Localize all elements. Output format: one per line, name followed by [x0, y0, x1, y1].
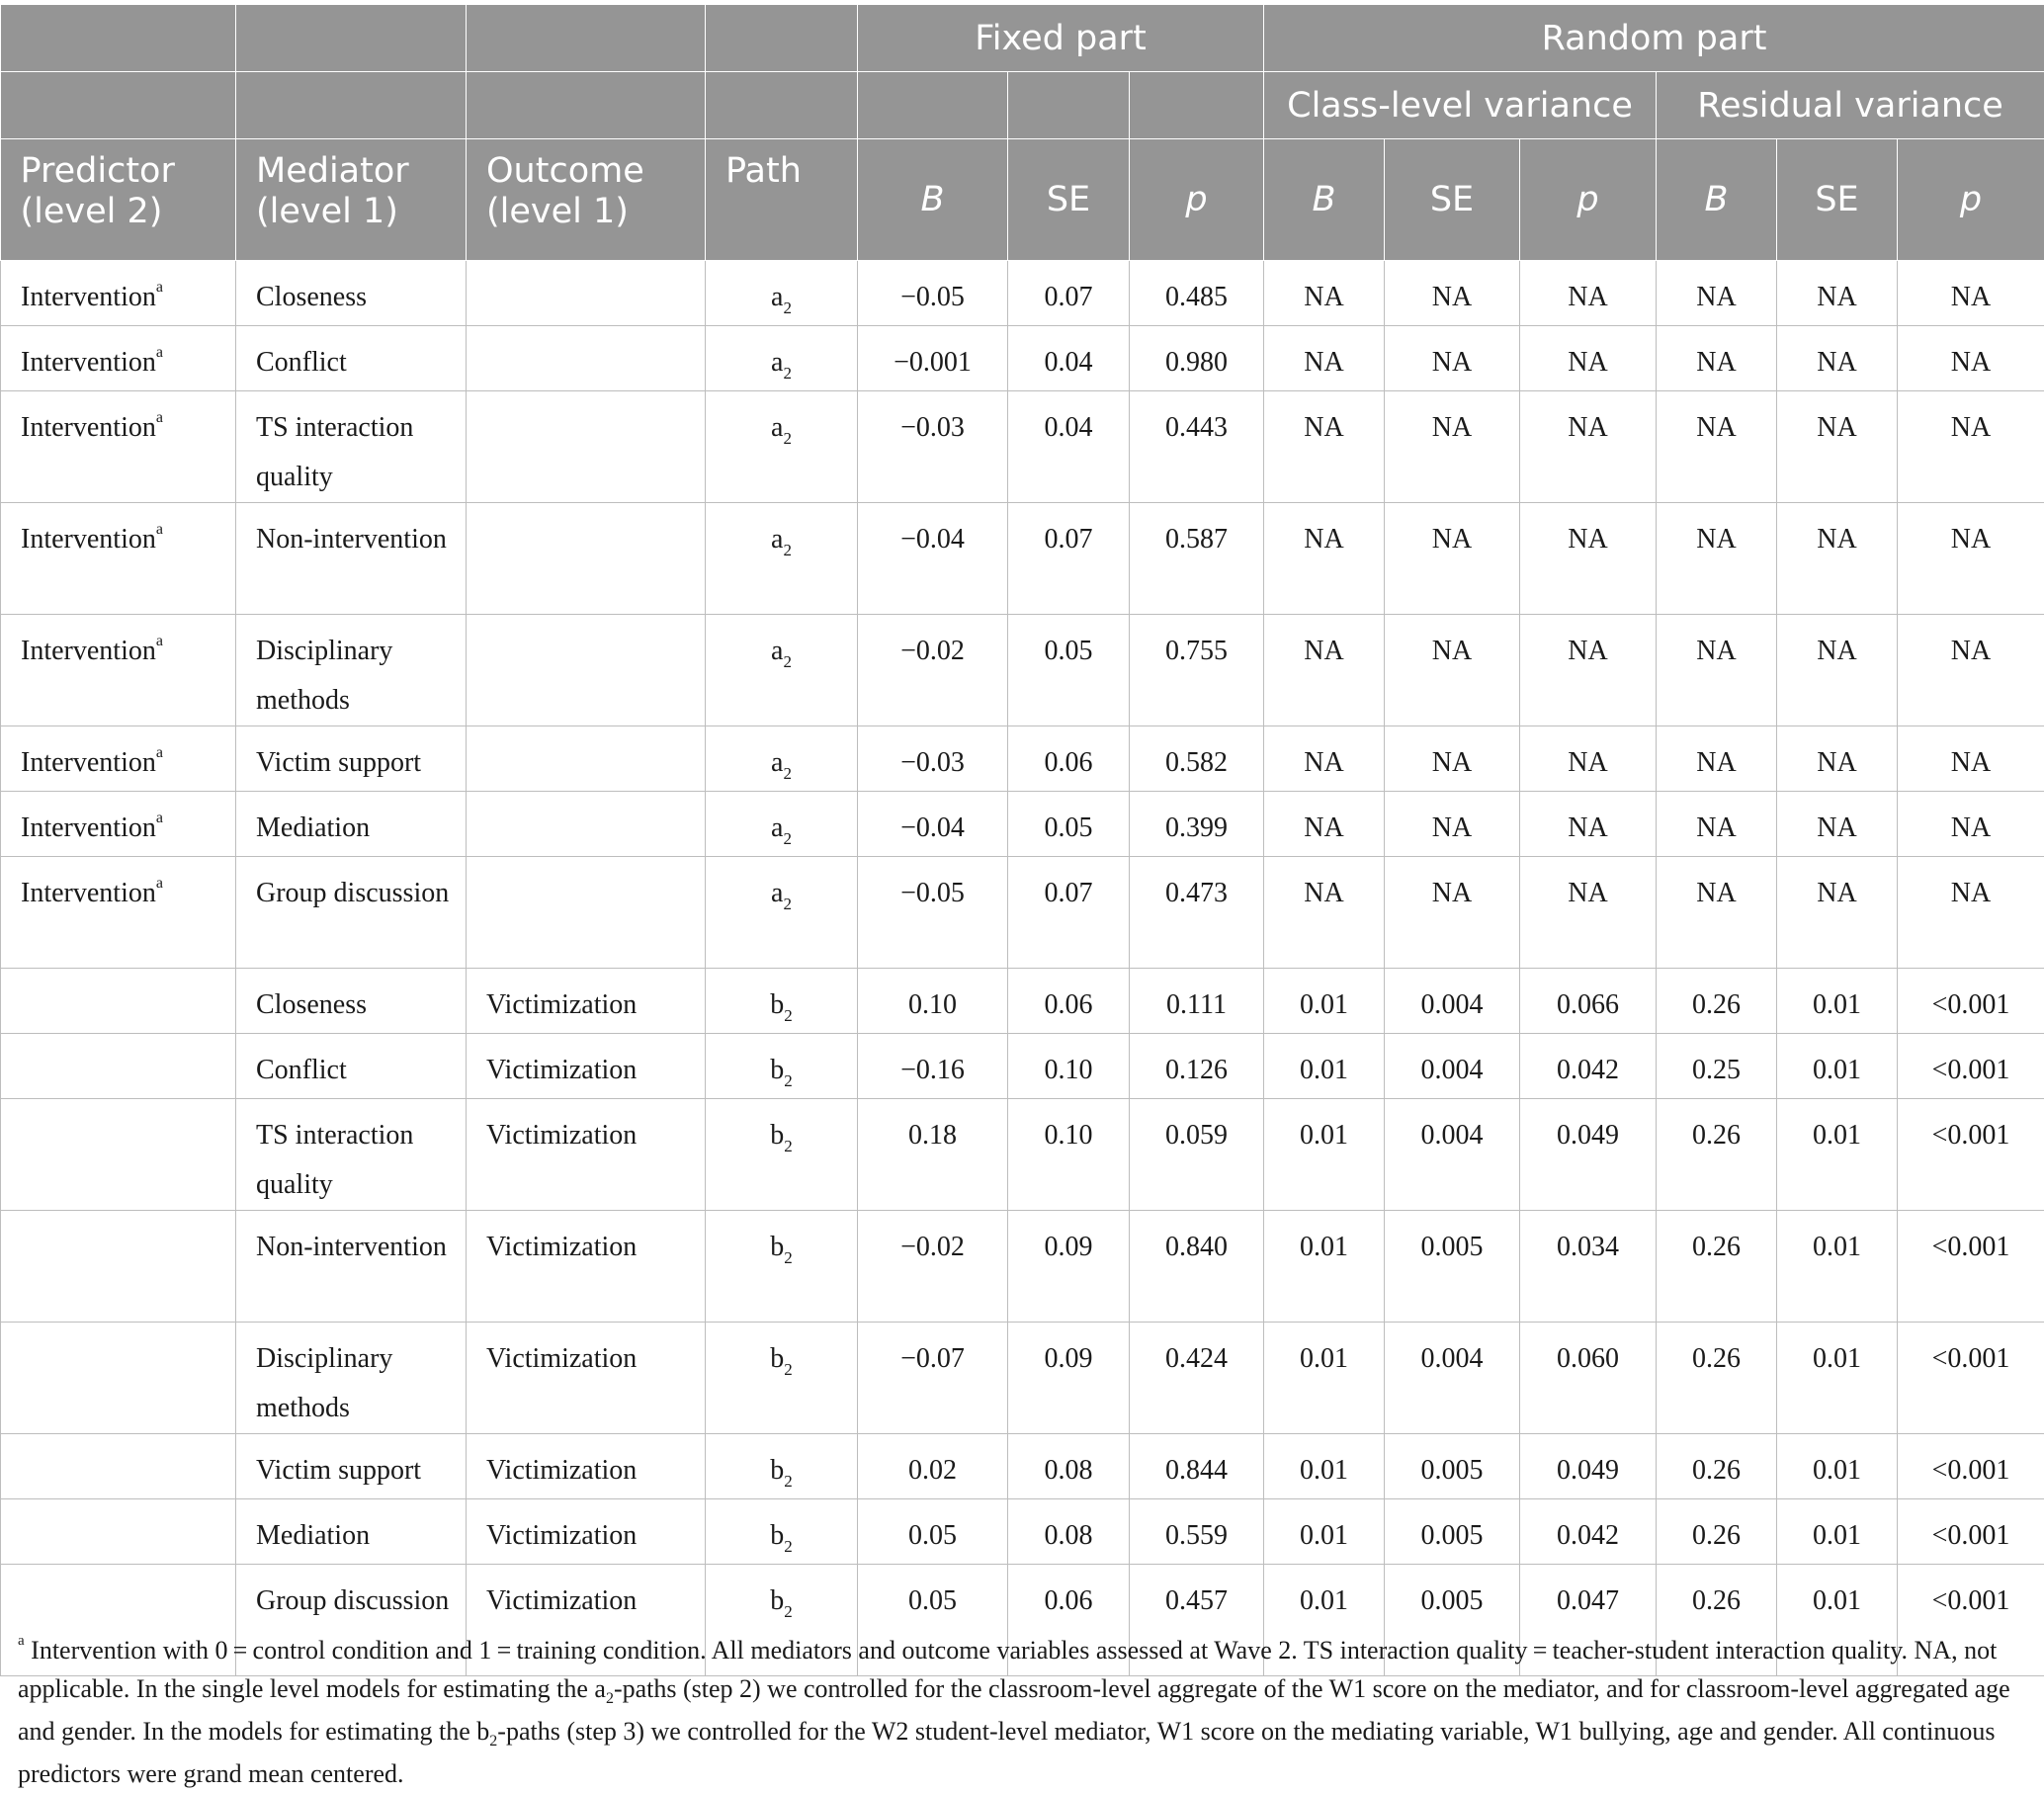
class-se-cell: 0.004: [1385, 1034, 1520, 1099]
class-b-cell: 0.01: [1264, 1034, 1385, 1099]
fixed-p-cell: 0.755: [1130, 615, 1264, 726]
fixed-p-cell: 0.059: [1130, 1099, 1264, 1211]
class-se-cell: NA: [1385, 503, 1520, 615]
residual-b-cell: 0.25: [1657, 1034, 1777, 1099]
fixed-b-cell: −0.03: [858, 391, 1008, 503]
residual-b-cell: 0.26: [1657, 1565, 1777, 1676]
fixed-b-cell: 0.10: [858, 969, 1008, 1034]
fixed-p-cell: 0.582: [1130, 726, 1264, 792]
header-empty: [467, 72, 706, 139]
residual-p-cell: <0.001: [1898, 1099, 2044, 1211]
class-se-cell: NA: [1385, 326, 1520, 391]
mediator-cell: Group discussion: [236, 1565, 467, 1676]
class-se-cell: 0.004: [1385, 1099, 1520, 1211]
header-outcome: Outcome (level 1): [467, 139, 706, 261]
mediator-cell: Disciplinary methods: [236, 615, 467, 726]
residual-p-cell: <0.001: [1898, 1034, 2044, 1099]
fixed-p-cell: 0.457: [1130, 1565, 1264, 1676]
residual-se-cell: 0.01: [1777, 1034, 1898, 1099]
residual-b-cell: NA: [1657, 726, 1777, 792]
predictor-cell: [1, 1211, 236, 1323]
fixed-se-cell: 0.04: [1008, 326, 1130, 391]
header-class-se: SE: [1385, 139, 1520, 261]
residual-se-cell: 0.01: [1777, 1211, 1898, 1323]
path-cell: $b_2$: [706, 969, 858, 1034]
class-b-cell: 0.01: [1264, 1434, 1385, 1499]
class-b-cell: NA: [1264, 261, 1385, 326]
residual-se-cell: 0.01: [1777, 1565, 1898, 1676]
path-cell: $b_2$: [706, 1034, 858, 1099]
class-p-cell: 0.060: [1520, 1323, 1657, 1434]
outcome-cell: Victimization: [467, 1434, 706, 1499]
class-b-cell: 0.01: [1264, 1323, 1385, 1434]
class-p-cell: NA: [1520, 615, 1657, 726]
fixed-se-cell: 0.07: [1008, 261, 1130, 326]
outcome-cell: Victimization: [467, 1034, 706, 1099]
predictor-cell: [1, 1499, 236, 1565]
outcome-cell: Victimization: [467, 1323, 706, 1434]
path-cell: $a_2$: [706, 261, 858, 326]
header-empty: [467, 5, 706, 72]
fixed-se-cell: 0.08: [1008, 1499, 1130, 1565]
residual-b-cell: NA: [1657, 261, 1777, 326]
predictor-cell: Intervention$^a$: [1, 326, 236, 391]
table-row: [1, 503, 2044, 615]
header-predictor: Predictor (level 2): [1, 139, 236, 261]
fixed-se-cell: 0.08: [1008, 1434, 1130, 1499]
predictor-cell: [1, 1034, 236, 1099]
residual-se-cell: NA: [1777, 857, 1898, 969]
predictor-cell: Intervention$^a$: [1, 792, 236, 857]
path-cell: $b_2$: [706, 1434, 858, 1499]
class-p-cell: NA: [1520, 857, 1657, 969]
fixed-p-cell: 0.473: [1130, 857, 1264, 969]
fixed-se-cell: 0.09: [1008, 1211, 1130, 1323]
class-p-cell: NA: [1520, 261, 1657, 326]
outcome-cell: [467, 615, 706, 726]
class-se-cell: NA: [1385, 792, 1520, 857]
mediator-cell: Conflict: [236, 326, 467, 391]
outcome-cell: [467, 792, 706, 857]
fixed-p-cell: 0.559: [1130, 1499, 1264, 1565]
table-row: [1, 1499, 2044, 1565]
fixed-b-cell: −0.04: [858, 503, 1008, 615]
class-b-cell: NA: [1264, 503, 1385, 615]
residual-b-cell: NA: [1657, 326, 1777, 391]
fixed-se-cell: 0.10: [1008, 1099, 1130, 1211]
residual-b-cell: 0.26: [1657, 1099, 1777, 1211]
fixed-se-cell: 0.06: [1008, 726, 1130, 792]
table-row: [1, 792, 2044, 857]
header-class-p: p: [1520, 139, 1657, 261]
mediator-cell: Mediation: [236, 1499, 467, 1565]
class-se-cell: NA: [1385, 391, 1520, 503]
class-se-cell: 0.004: [1385, 1323, 1520, 1434]
residual-p-cell: NA: [1898, 792, 2044, 857]
outcome-cell: [467, 503, 706, 615]
fixed-b-cell: −0.05: [858, 261, 1008, 326]
residual-p-cell: <0.001: [1898, 1323, 2044, 1434]
fixed-p-cell: 0.399: [1130, 792, 1264, 857]
class-p-cell: NA: [1520, 503, 1657, 615]
residual-p-cell: NA: [1898, 857, 2044, 969]
predictor-cell: Intervention$^a$: [1, 615, 236, 726]
fixed-b-cell: 0.05: [858, 1499, 1008, 1565]
mediator-cell: Closeness: [236, 261, 467, 326]
fixed-se-cell: 0.05: [1008, 792, 1130, 857]
class-p-cell: NA: [1520, 726, 1657, 792]
fixed-b-cell: −0.07: [858, 1323, 1008, 1434]
residual-se-cell: NA: [1777, 792, 1898, 857]
mediator-cell: TS interaction quality: [236, 1099, 467, 1211]
table-row: [1, 1434, 2044, 1499]
residual-se-cell: NA: [1777, 261, 1898, 326]
header-fixed-b: B: [858, 139, 1008, 261]
residual-b-cell: 0.26: [1657, 1211, 1777, 1323]
class-b-cell: 0.01: [1264, 1565, 1385, 1676]
header-empty: [1130, 72, 1264, 139]
residual-b-cell: NA: [1657, 792, 1777, 857]
class-p-cell: 0.042: [1520, 1499, 1657, 1565]
header-class-b: B: [1264, 139, 1385, 261]
table-row: [1, 326, 2044, 391]
fixed-b-cell: −0.04: [858, 792, 1008, 857]
class-se-cell: NA: [1385, 726, 1520, 792]
class-b-cell: NA: [1264, 726, 1385, 792]
residual-b-cell: 0.26: [1657, 1323, 1777, 1434]
class-b-cell: 0.01: [1264, 1099, 1385, 1211]
fixed-se-cell: 0.06: [1008, 1565, 1130, 1676]
residual-p-cell: NA: [1898, 503, 2044, 615]
fixed-p-cell: 0.844: [1130, 1434, 1264, 1499]
table-row: [1, 1099, 2044, 1211]
residual-se-cell: NA: [1777, 615, 1898, 726]
predictor-cell: Intervention$^a$: [1, 857, 236, 969]
header-fixed-part: Fixed part: [858, 5, 1264, 72]
path-cell: $b_2$: [706, 1565, 858, 1676]
residual-b-cell: NA: [1657, 615, 1777, 726]
class-b-cell: NA: [1264, 857, 1385, 969]
class-p-cell: 0.034: [1520, 1211, 1657, 1323]
residual-se-cell: 0.01: [1777, 1434, 1898, 1499]
outcome-cell: [467, 726, 706, 792]
path-cell: $a_2$: [706, 792, 858, 857]
fixed-b-cell: −0.02: [858, 1211, 1008, 1323]
fixed-b-cell: 0.02: [858, 1434, 1008, 1499]
path-cell: $b_2$: [706, 1099, 858, 1211]
header-class-level-variance: Class-level variance: [1264, 72, 1657, 139]
class-p-cell: 0.042: [1520, 1034, 1657, 1099]
fixed-p-cell: 0.980: [1130, 326, 1264, 391]
mediator-cell: Group discussion: [236, 857, 467, 969]
class-b-cell: 0.01: [1264, 1211, 1385, 1323]
class-se-cell: 0.005: [1385, 1211, 1520, 1323]
predictor-cell: [1, 1323, 236, 1434]
header-residual-variance: Residual variance: [1657, 72, 2044, 139]
header-mediator: Mediator (level 1): [236, 139, 467, 261]
class-se-cell: 0.005: [1385, 1565, 1520, 1676]
outcome-cell: Victimization: [467, 969, 706, 1034]
header-empty: [706, 72, 858, 139]
table-row: [1, 1211, 2044, 1323]
fixed-se-cell: 0.09: [1008, 1323, 1130, 1434]
outcome-cell: Victimization: [467, 1099, 706, 1211]
header-path: Path: [706, 139, 858, 261]
class-b-cell: NA: [1264, 615, 1385, 726]
path-cell: $b_2$: [706, 1323, 858, 1434]
outcome-cell: [467, 261, 706, 326]
header-empty: [858, 72, 1008, 139]
fixed-b-cell: −0.03: [858, 726, 1008, 792]
outcome-cell: [467, 857, 706, 969]
path-cell: $a_2$: [706, 726, 858, 792]
fixed-b-cell: −0.05: [858, 857, 1008, 969]
class-p-cell: NA: [1520, 792, 1657, 857]
mediator-cell: Conflict: [236, 1034, 467, 1099]
mediator-cell: TS interaction quality: [236, 391, 467, 503]
class-se-cell: NA: [1385, 261, 1520, 326]
path-cell: $a_2$: [706, 503, 858, 615]
outcome-cell: [467, 391, 706, 503]
class-se-cell: NA: [1385, 857, 1520, 969]
residual-b-cell: NA: [1657, 503, 1777, 615]
fixed-b-cell: 0.05: [858, 1565, 1008, 1676]
header-fixed-se: SE: [1008, 139, 1130, 261]
residual-se-cell: 0.01: [1777, 969, 1898, 1034]
mediator-cell: Victim support: [236, 726, 467, 792]
residual-b-cell: 0.26: [1657, 1434, 1777, 1499]
header-residual-b: B: [1657, 139, 1777, 261]
fixed-p-cell: 0.587: [1130, 503, 1264, 615]
header-fixed-p: p: [1130, 139, 1264, 261]
class-se-cell: NA: [1385, 615, 1520, 726]
residual-p-cell: <0.001: [1898, 1565, 2044, 1676]
mediator-cell: Non-intervention: [236, 503, 467, 615]
class-se-cell: 0.004: [1385, 969, 1520, 1034]
residual-p-cell: NA: [1898, 726, 2044, 792]
table-header: [1, 5, 2044, 261]
mediator-cell: Non-intervention: [236, 1211, 467, 1323]
predictor-cell: [1, 1099, 236, 1211]
residual-p-cell: NA: [1898, 261, 2044, 326]
path-cell: $b_2$: [706, 1211, 858, 1323]
fixed-se-cell: 0.04: [1008, 391, 1130, 503]
class-se-cell: 0.005: [1385, 1499, 1520, 1565]
class-b-cell: NA: [1264, 326, 1385, 391]
table-footnote: $^a$ Intervention with 0 = control condition and 1 = training condition. All mediators and outcome variables assessed at Wave 2. TS interaction quality = teacher-student interaction quality. NA, not applicable. In the single level models for estimating the $a_2$-paths (step 2) we controlled for the classroom-level aggregate of the W1 score on the mediator, and for classroom-level aggregated age and gender. In the models for estimating the $b_2$-paths (step 3) we controlled for the W2 student-level mediator, W1 score on the mediating variable, W1 bullying, age and gender. All continuous predictors were grand mean centered.: [18, 1631, 2024, 1793]
predictor-cell: Intervention$^a$: [1, 726, 236, 792]
residual-se-cell: 0.01: [1777, 1323, 1898, 1434]
predictor-cell: [1, 969, 236, 1034]
table-row: [1, 1034, 2044, 1099]
fixed-se-cell: 0.06: [1008, 969, 1130, 1034]
table-row: [1, 726, 2044, 792]
residual-p-cell: NA: [1898, 391, 2044, 503]
residual-p-cell: <0.001: [1898, 1211, 2044, 1323]
class-b-cell: NA: [1264, 792, 1385, 857]
residual-se-cell: 0.01: [1777, 1099, 1898, 1211]
header-empty: [1008, 72, 1130, 139]
table-row: [1, 1323, 2044, 1434]
fixed-b-cell: −0.16: [858, 1034, 1008, 1099]
predictor-cell: Intervention$^a$: [1, 261, 236, 326]
fixed-se-cell: 0.05: [1008, 615, 1130, 726]
table-body: [1, 261, 2044, 1676]
outcome-cell: Victimization: [467, 1499, 706, 1565]
table-row: [1, 857, 2044, 969]
residual-p-cell: <0.001: [1898, 1434, 2044, 1499]
residual-b-cell: NA: [1657, 391, 1777, 503]
class-p-cell: 0.049: [1520, 1099, 1657, 1211]
fixed-p-cell: 0.126: [1130, 1034, 1264, 1099]
predictor-cell: [1, 1434, 236, 1499]
table-row: [1, 615, 2044, 726]
class-p-cell: 0.049: [1520, 1434, 1657, 1499]
header-random-part: Random part: [1264, 5, 2044, 72]
path-cell: $b_2$: [706, 1499, 858, 1565]
fixed-b-cell: −0.02: [858, 615, 1008, 726]
predictor-cell: Intervention$^a$: [1, 503, 236, 615]
header-empty: [1, 5, 236, 72]
class-p-cell: 0.047: [1520, 1565, 1657, 1676]
results-table: [0, 5, 2044, 1676]
class-b-cell: NA: [1264, 391, 1385, 503]
residual-b-cell: 0.26: [1657, 1499, 1777, 1565]
header-residual-se: SE: [1777, 139, 1898, 261]
fixed-p-cell: 0.485: [1130, 261, 1264, 326]
path-cell: $a_2$: [706, 857, 858, 969]
mediator-cell: Disciplinary methods: [236, 1323, 467, 1434]
residual-se-cell: NA: [1777, 503, 1898, 615]
residual-se-cell: NA: [1777, 391, 1898, 503]
table-row: [1, 261, 2044, 326]
fixed-p-cell: 0.840: [1130, 1211, 1264, 1323]
residual-se-cell: NA: [1777, 726, 1898, 792]
mediator-cell: Mediation: [236, 792, 467, 857]
path-cell: $a_2$: [706, 391, 858, 503]
class-b-cell: 0.01: [1264, 1499, 1385, 1565]
outcome-cell: Victimization: [467, 1565, 706, 1676]
class-p-cell: NA: [1520, 391, 1657, 503]
header-empty: [236, 5, 467, 72]
predictor-cell: Intervention$^a$: [1, 391, 236, 503]
path-cell: $a_2$: [706, 326, 858, 391]
residual-p-cell: <0.001: [1898, 969, 2044, 1034]
path-cell: $a_2$: [706, 615, 858, 726]
residual-se-cell: 0.01: [1777, 1499, 1898, 1565]
residual-b-cell: 0.26: [1657, 969, 1777, 1034]
residual-p-cell: NA: [1898, 326, 2044, 391]
class-b-cell: 0.01: [1264, 969, 1385, 1034]
fixed-se-cell: 0.07: [1008, 857, 1130, 969]
residual-p-cell: NA: [1898, 615, 2044, 726]
header-empty: [236, 72, 467, 139]
fixed-p-cell: 0.111: [1130, 969, 1264, 1034]
header-empty: [706, 5, 858, 72]
residual-p-cell: <0.001: [1898, 1499, 2044, 1565]
table-row: [1, 969, 2044, 1034]
class-p-cell: NA: [1520, 326, 1657, 391]
residual-se-cell: NA: [1777, 326, 1898, 391]
mediator-cell: Closeness: [236, 969, 467, 1034]
fixed-se-cell: 0.07: [1008, 503, 1130, 615]
outcome-cell: [467, 326, 706, 391]
header-residual-p: p: [1898, 139, 2044, 261]
class-se-cell: 0.005: [1385, 1434, 1520, 1499]
residual-b-cell: NA: [1657, 857, 1777, 969]
class-p-cell: 0.066: [1520, 969, 1657, 1034]
fixed-b-cell: −0.001: [858, 326, 1008, 391]
outcome-cell: Victimization: [467, 1211, 706, 1323]
fixed-se-cell: 0.10: [1008, 1034, 1130, 1099]
fixed-p-cell: 0.424: [1130, 1323, 1264, 1434]
fixed-p-cell: 0.443: [1130, 391, 1264, 503]
mediator-cell: Victim support: [236, 1434, 467, 1499]
fixed-b-cell: 0.18: [858, 1099, 1008, 1211]
table-row: [1, 391, 2044, 503]
header-empty: [1, 72, 236, 139]
